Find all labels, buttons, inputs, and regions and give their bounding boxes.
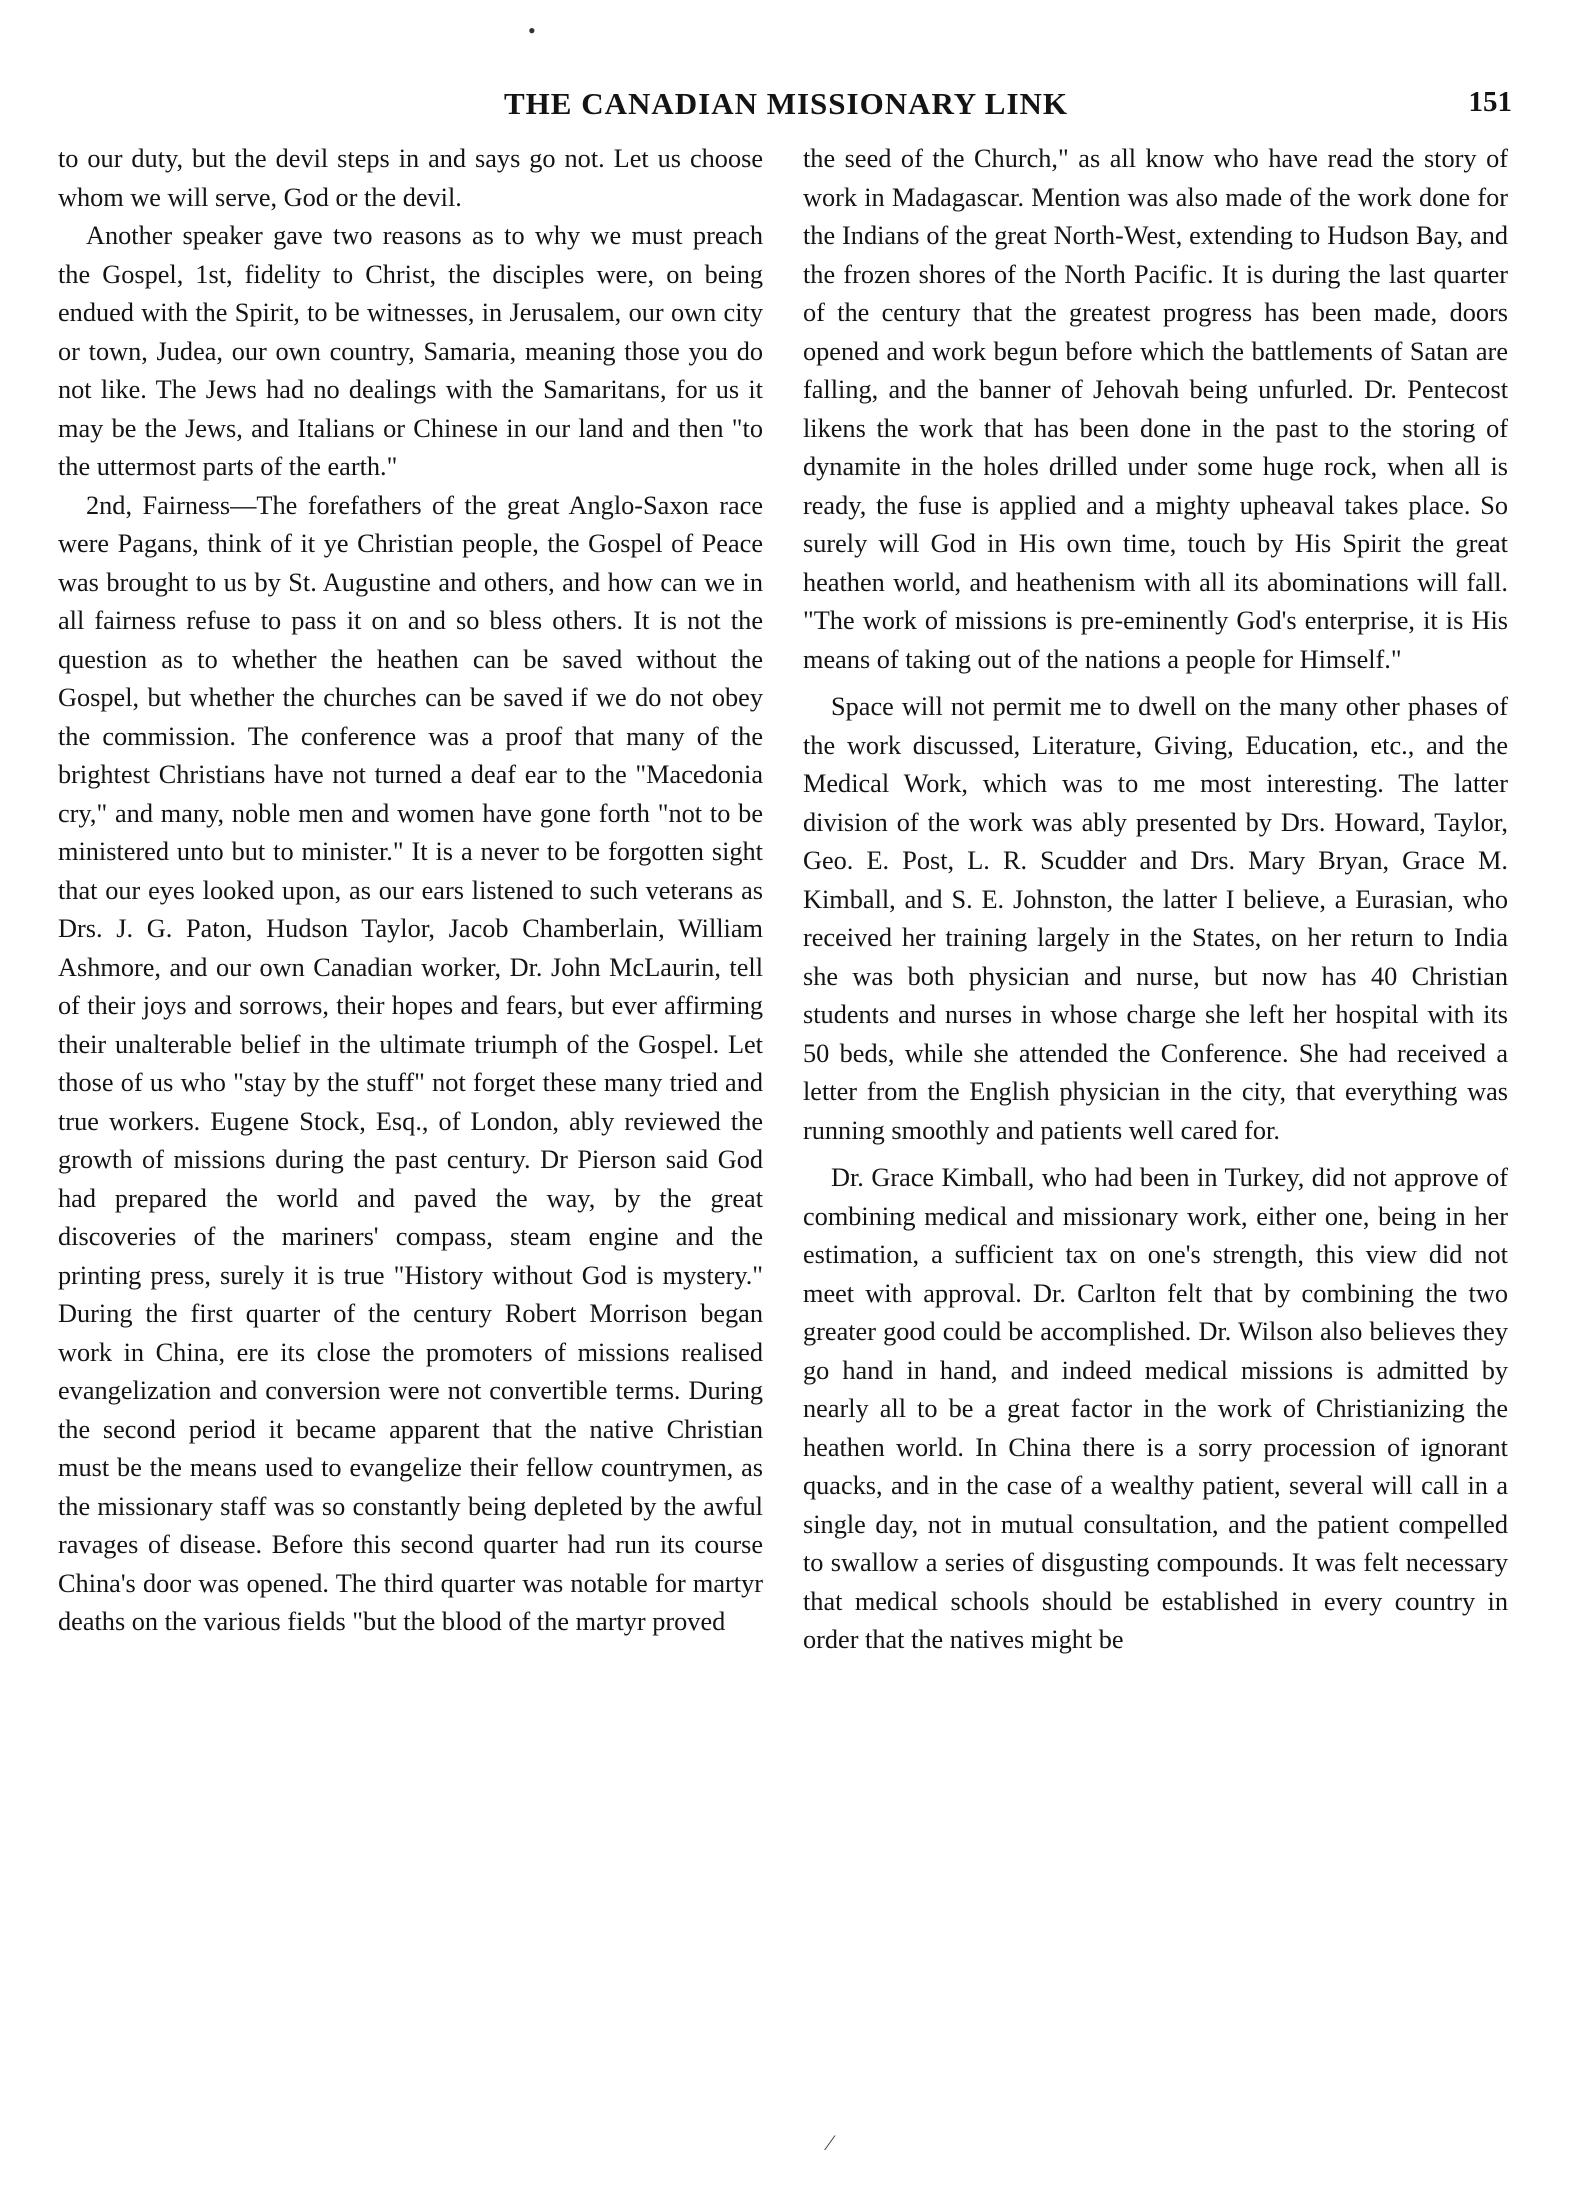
running-title: THE CANADIAN MISSIONARY LINK bbox=[503, 86, 1069, 121]
left-paragraph-3: 2nd, Fairness—The forefathers of the great Anglo-Saxon race were Pagans, think of it ye Christian people, the Gospel of Peace was brought to us by St. Augustine and others, and how can we in all fairness refuse to pass it on and so bless others. It is not the question as to whether the heathen can be saved without the Gospel, but whether the churches can be saved if we do not obey the commission. The conference was a proof that many of the brightest Christians have not turned a deaf ear to the "Macedonia cry," and many, noble men and women have gone forth "not to be ministered unto but to minister." It is a never to be forgotten sight that our eyes looked upon, as our ears listened to such veterans as Drs. J. G. Paton, Hudson Taylor, Jacob Chamberlain, William Ashmore, and our own Canadian worker, Dr. John McLaurin, tell of their joys and sorrows, their hopes and fears, but ever affirming their unalterable belief in the ultimate triumph of the Gospel. Let those of us who "stay by the stuff" not forget these many tried and true workers. Eugene Stock, Esq., of London, ably reviewed the growth of missions during the past century. Dr Pierson said God had prepared the world and paved the way, by the great discoveries of the mariners' compass, steam engine and the printing press, surely it is true "History without God is mystery." During the first quarter of the century Robert Morrison began work in China, ere its close the promoters of missions realised evangelization and conversion were not convertible terms. During the second period it became apparent that the native Christian must be the means used to evangelize their fellow countrymen, as the missionary staff was so constantly being depleted by the awful ravages of disease. Before this second quarter had run its course China's door was opened. The third quarter was notable for martyr deaths on the various fields "but the blood of the martyr proved bbox=[58, 490, 763, 1636]
left-column bbox=[58, 140, 763, 1642]
left-paragraph-1: to our duty, but the devil steps in and says go not. Let us choose whom we will serve, God or the devil. bbox=[58, 144, 763, 212]
right-column bbox=[803, 140, 1508, 1660]
page-number: 151 bbox=[1468, 86, 1512, 118]
right-paragraph-3: Dr. Grace Kimball, who had been in Turkey, did not approve of combining medical and missionary work, either one, being in her estimation, a sufficient tax on one's strength, this view did not meet with approval. Dr. Carlton felt that by combining the two greater good could be accomplished. Dr. Wilson also believes they go hand in hand, and indeed medical missions is admitted by nearly all to be a great factor in the work of Christianizing the heathen world. In China there is a sorry procession of ignorant quacks, and in the case of a wealthy patient, several will call in a single day, not in mutual consultation, and the patient compelled to swallow a series of disgusting compounds. It was felt necessary that medical schools should be established in every country in order that the natives might be bbox=[803, 1163, 1508, 1654]
right-paragraph-1: the seed of the Church," as all know who have read the story of work in Madagascar. Mention was also made of the work done for the Indians of the great North-West, extending to Hudson Bay, and the frozen shores of the North Pacific. It is during the last quarter of the century that the greatest progress has been made, doors opened and work begun before which the battlements of Satan are falling, and the banner of Jehovah being unfurled. Dr. Pentecost likens the work that has been done in the past to the storing of dynamite in the holes drilled under some huge rock, when all is ready, the fuse is applied and a mighty upheaval takes place. So surely will God in His own time, touch by His Spirit the great heathen world, and heathenism with all its abominations will fall. "The work of missions is pre-eminently God's enterprise, it is His means of taking out of the nations a people for Himself." bbox=[803, 144, 1508, 674]
print-speck-bottom: ⁄ bbox=[828, 2130, 832, 2155]
page-header bbox=[60, 86, 1512, 130]
right-paragraph-2: Space will not permit me to dwell on the many other phases of the work discussed, Literature, Giving, Education, etc., and the Medical Work, which was to me most interesting. The latter division of the work was ably presented by Drs. Howard, Taylor, Geo. E. Post, L. R. Scudder and Drs. Mary Bryan, Grace M. Kimball, and S. E. Johnston, the latter I believe, a Eurasian, who received her training largely in the States, on her return to India she was both physician and nurse, but now has 40 Christian students and nurses in whose charge she left her hospital with its 50 beds, while she attended the Conference. She had received a letter from the English physician in the city, that everything was running smoothly and patients well cared for. bbox=[803, 692, 1508, 1145]
left-paragraph-2: Another speaker gave two reasons as to why we must preach the Gospel, 1st, fidelity to Christ, the disciples were, on being endued with the Spirit, to be witnesses, in Jerusalem, our own city or town, Judea, our own country, Samaria, meaning those you do not like. The Jews had no dealings with the Samaritans, for us it may be the Jews, and Italians or Chinese in our land and then "to the uttermost parts of the earth." bbox=[58, 221, 763, 481]
print-speck-top: • bbox=[528, 18, 536, 43]
